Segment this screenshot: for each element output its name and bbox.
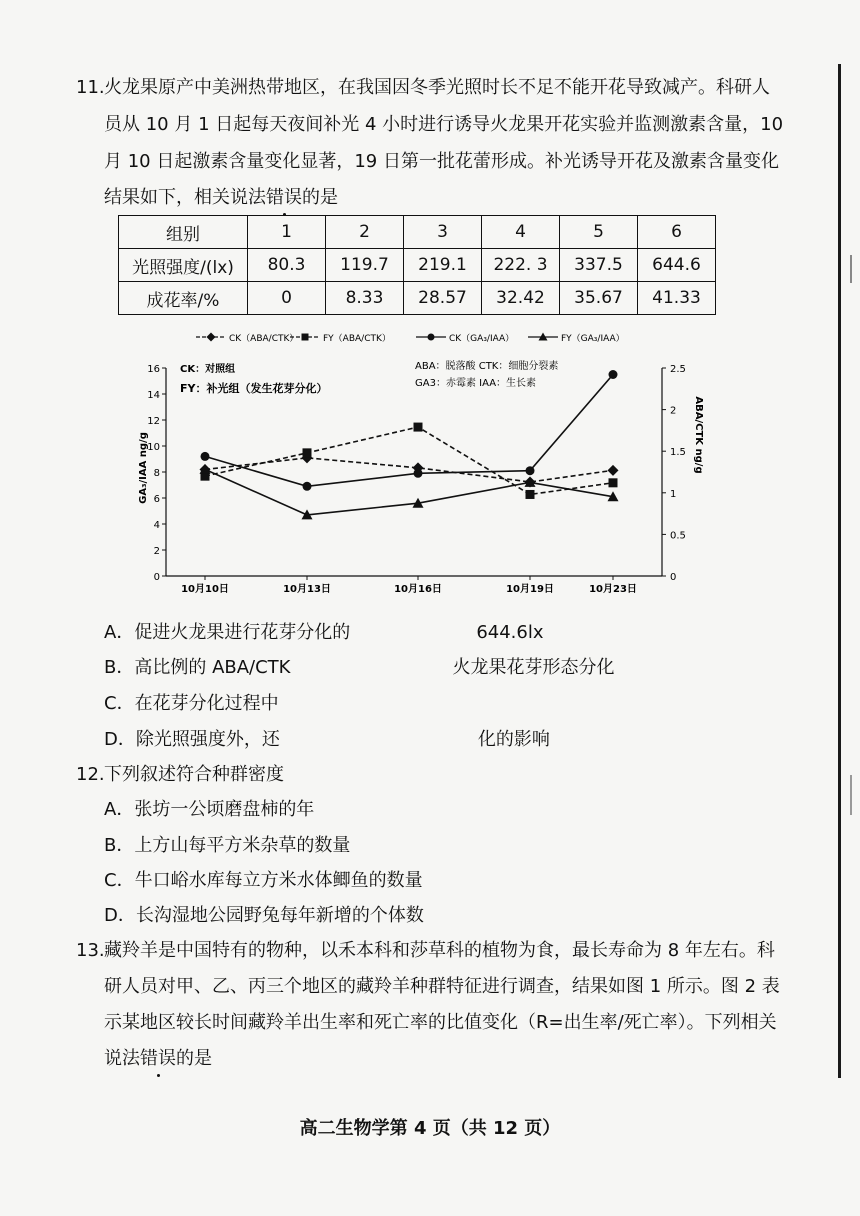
q12-option-d[interactable]: D．长沟湿地公园野兔每年新增的个体数 <box>104 905 424 926</box>
q11-line-4: 结果如下，相关说法错误的是 <box>104 187 338 208</box>
chart-note: FY：补光组（发生花芽分化） <box>180 382 328 395</box>
left-tick-label: 0 <box>153 572 160 583</box>
legend-label: FY（ABA/CTK） <box>323 334 391 344</box>
q11-option-d[interactable]: D．除光照强度外，还 化的影响 <box>104 729 550 750</box>
data-point <box>201 452 210 461</box>
left-tick-label: 10 <box>147 442 160 453</box>
table-cell: 4 <box>482 216 560 249</box>
table-cell: 6 <box>638 216 716 249</box>
right-tick-label: 2 <box>670 405 677 417</box>
left-tick-label: 8 <box>153 468 160 479</box>
right-axis-title: ABA/CTK ng/g <box>693 396 704 474</box>
left-tick-label: 4 <box>153 520 160 531</box>
series-line <box>205 458 613 482</box>
x-tick-label: 10月10日 <box>181 584 229 595</box>
edge-mark <box>850 775 852 815</box>
table-cell: 119.7 <box>326 249 404 282</box>
table-cell: 1 <box>248 216 326 249</box>
table-row-header: 组别 <box>119 216 248 249</box>
legend-label: FY（GA₃/IAA） <box>561 334 625 344</box>
table-cell: 32.42 <box>482 282 560 315</box>
table-row <box>119 282 716 315</box>
q12-option-a[interactable]: A．张坊一公顷磨盘柿的年 <box>104 799 315 820</box>
q11-number: 11. <box>76 77 105 98</box>
data-point <box>414 423 423 432</box>
legend-marker <box>428 334 435 341</box>
table-row-header: 光照强度/(lx) <box>119 249 248 282</box>
table-cell: 219.1 <box>404 249 482 282</box>
chart-note: CK：对照组 <box>180 364 236 375</box>
table-cell: 222. 3 <box>482 249 560 282</box>
left-axis-title: GA₃/IAA ng/g <box>138 432 149 504</box>
data-point <box>609 370 618 379</box>
table-cell: 644.6 <box>638 249 716 282</box>
legend-marker <box>302 334 309 341</box>
q11-line-1: 火龙果原产中美洲热带地区，在我国因冬季光照时长不足不能开花导致减产。科研人 <box>104 77 770 98</box>
table-row <box>119 216 716 249</box>
q12-option-b[interactable]: B．上方山每平方米杂草的数量 <box>104 835 351 856</box>
hormone-line-chart <box>120 322 704 612</box>
data-point <box>526 466 535 475</box>
table-cell: 35.67 <box>560 282 638 315</box>
emphasis-word: 错误 <box>266 187 302 208</box>
series-line <box>205 427 613 494</box>
right-tick-label: 1 <box>670 488 677 500</box>
data-point <box>609 478 618 487</box>
q11-option-a[interactable]: A．促进火龙果进行花芽分化的 644.6lx <box>104 622 544 643</box>
right-tick-label: 0 <box>670 572 677 583</box>
x-tick-label: 10月16日 <box>394 584 442 595</box>
x-tick-label: 10月23日 <box>589 584 637 595</box>
data-point <box>303 482 312 491</box>
edge-mark <box>850 255 852 283</box>
left-tick-label: 6 <box>153 494 160 505</box>
data-point <box>608 465 619 476</box>
q11-option-c[interactable]: C．在花芽分化过程中 <box>104 693 279 714</box>
light-flowering-table <box>118 215 716 315</box>
chart-note: ABA：脱落酸 CTK：细胞分裂素 <box>415 361 559 372</box>
data-point <box>303 448 312 457</box>
q13-line-4: 说法错误的是 <box>104 1048 212 1069</box>
x-tick-label: 10月19日 <box>506 584 554 595</box>
table-cell: 0 <box>248 282 326 315</box>
table-row <box>119 249 716 282</box>
table-cell: 28.57 <box>404 282 482 315</box>
data-point <box>414 469 423 478</box>
q11-line-2: 员从 10 月 1 日起每天夜间补光 4 小时进行诱导火龙果开花实验并监测激素含量，10 <box>104 114 784 135</box>
page-footer: 高二生物学第 4 页（共 12 页） <box>299 1118 561 1139</box>
table-cell: 8.33 <box>326 282 404 315</box>
legend-label: CK（GA₃/IAA） <box>449 334 515 344</box>
table-cell: 3 <box>404 216 482 249</box>
left-tick-label: 14 <box>147 390 160 401</box>
q13-line-2: 研人员对甲、乙、丙三个地区的藏羚羊种群特征进行调查，结果如图 1 所示。图 2 表 <box>104 976 780 997</box>
table-cell: 337.5 <box>560 249 638 282</box>
right-tick-label: 2.5 <box>670 364 686 375</box>
q13-line-3: 示某地区较长时间藏羚羊出生率和死亡率的比值变化（R=出生率/死亡率）。下列相关 <box>104 1012 777 1033</box>
table-row-header: 成花率/% <box>119 282 248 315</box>
table-cell: 5 <box>560 216 638 249</box>
q13-line-1: 藏羚羊是中国特有的物种，以禾本科和莎草科的植物为食，最长寿命为 8 年左右。科 <box>104 940 775 961</box>
legend-marker <box>207 333 216 342</box>
q12-number: 12. <box>76 764 105 785</box>
q12-stem: 下列叙述符合种群密度 <box>104 764 284 785</box>
table-cell: 2 <box>326 216 404 249</box>
left-tick-label: 16 <box>147 364 160 375</box>
q11-option-b[interactable]: B．高比例的 ABA/CTK 火龙果花芽形态分化 <box>104 657 615 678</box>
left-tick-label: 2 <box>153 546 160 557</box>
right-tick-label: 1.5 <box>670 447 686 459</box>
left-tick-label: 12 <box>147 416 160 427</box>
right-margin-rule <box>838 64 841 1078</box>
table-cell: 80.3 <box>248 249 326 282</box>
emphasis-word: 错误 <box>140 1048 176 1069</box>
table-cell: 41.33 <box>638 282 716 315</box>
legend-label: CK（ABA/CTK） <box>229 334 299 344</box>
right-tick-label: 0.5 <box>670 530 686 542</box>
chart-note: GA3：赤霉素 IAA：生长素 <box>415 378 537 389</box>
data-point <box>526 490 535 499</box>
q12-option-c[interactable]: C．牛口峪水库每立方米水体鲫鱼的数量 <box>104 870 423 891</box>
q13-number: 13. <box>76 940 105 961</box>
q11-line-3: 月 10 日起激素含量变化显著，19 日第一批花蕾形成。补光诱导开花及激素含量变化 <box>104 151 779 172</box>
x-tick-label: 10月13日 <box>283 584 331 595</box>
